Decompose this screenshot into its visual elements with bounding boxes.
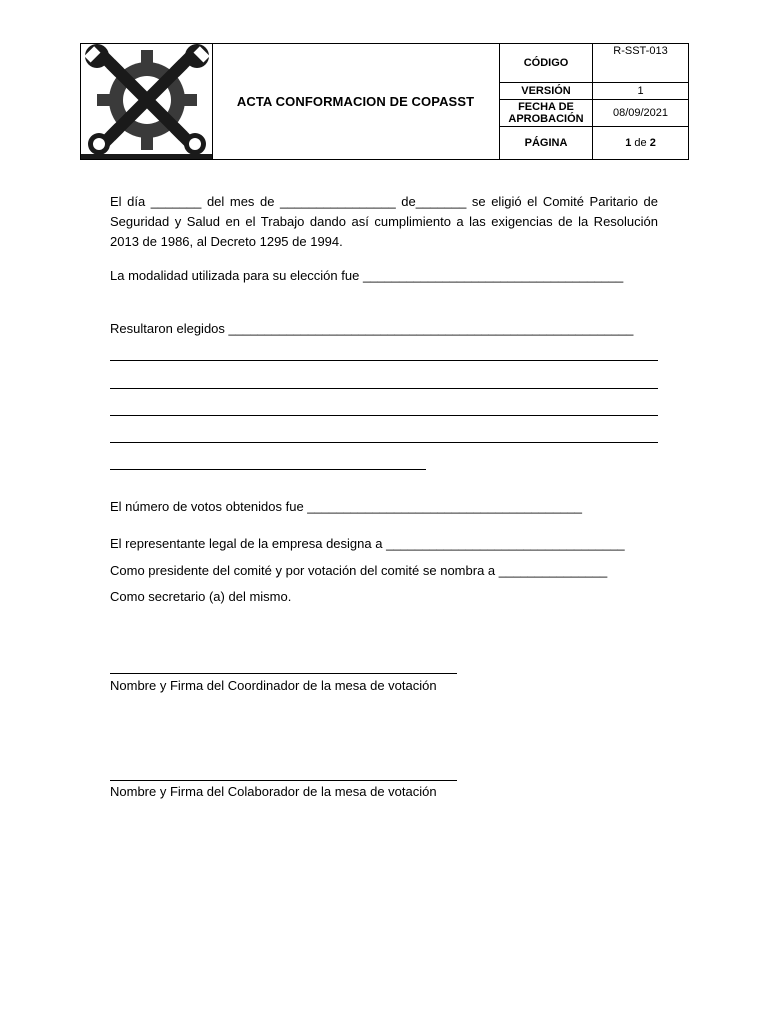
blank-line bbox=[110, 469, 426, 470]
page-current: 1 bbox=[625, 137, 632, 149]
modality-line: La modalidad utilizada para su elección fue ____________________________________ bbox=[110, 268, 624, 283]
signature-line-coordinator bbox=[110, 673, 457, 674]
signature-line-collaborator bbox=[110, 780, 457, 781]
president-line: Como presidente del comité y por votación del comité se nombra a _______________ bbox=[110, 563, 608, 578]
approval-date-label: FECHA DE APROBACIÓN bbox=[500, 100, 593, 126]
legal-representative-line: El representante legal de la empresa designa a _________________________________ bbox=[110, 536, 625, 551]
page-number bbox=[593, 127, 688, 159]
document-header-table bbox=[80, 43, 689, 160]
version-row bbox=[500, 83, 688, 100]
page-row bbox=[500, 127, 688, 159]
blank-line bbox=[110, 388, 658, 389]
document-title: ACTA CONFORMACION DE COPASST bbox=[236, 94, 475, 109]
blank-line bbox=[110, 442, 658, 443]
blank-line bbox=[110, 360, 658, 361]
elected-line: Resultaron elegidos ________________________________________________________ bbox=[110, 321, 634, 336]
votes-line: El número de votos obtenidos fue ______________________________________ bbox=[110, 499, 583, 514]
signature-label-collaborator: Nombre y Firma del Colaborador de la mesa de votación bbox=[110, 784, 437, 799]
page-label: PÁGINA bbox=[500, 127, 593, 159]
approval-date-value: 08/09/2021 bbox=[612, 107, 669, 119]
code-value: R-SST-013 bbox=[613, 45, 668, 57]
code-row bbox=[500, 44, 688, 83]
company-logo bbox=[81, 44, 213, 159]
intro-paragraph: El día _______ del mes de ________________ de_______ se eligió el Comité Paritario de Seguridad y Salud en el Trabajo dando así cumplimiento a las exigencias de la Resolución 2013 de 1986, al Decreto 1295 de 1994. bbox=[110, 194, 658, 249]
blank-line bbox=[110, 415, 658, 416]
version-label: VERSIÓN bbox=[500, 83, 593, 99]
code-label: CÓDIGO bbox=[500, 44, 593, 82]
secretary-line: Como secretario (a) del mismo. bbox=[110, 589, 292, 604]
page-of: de bbox=[634, 137, 647, 149]
version-value: 1 bbox=[637, 85, 644, 97]
page-total: 2 bbox=[649, 137, 656, 149]
approval-date-row bbox=[500, 100, 688, 127]
title-cell bbox=[212, 44, 500, 159]
wrench-gear-logo-icon bbox=[81, 44, 212, 159]
signature-label-coordinator: Nombre y Firma del Coordinador de la mesa de votación bbox=[110, 678, 437, 693]
